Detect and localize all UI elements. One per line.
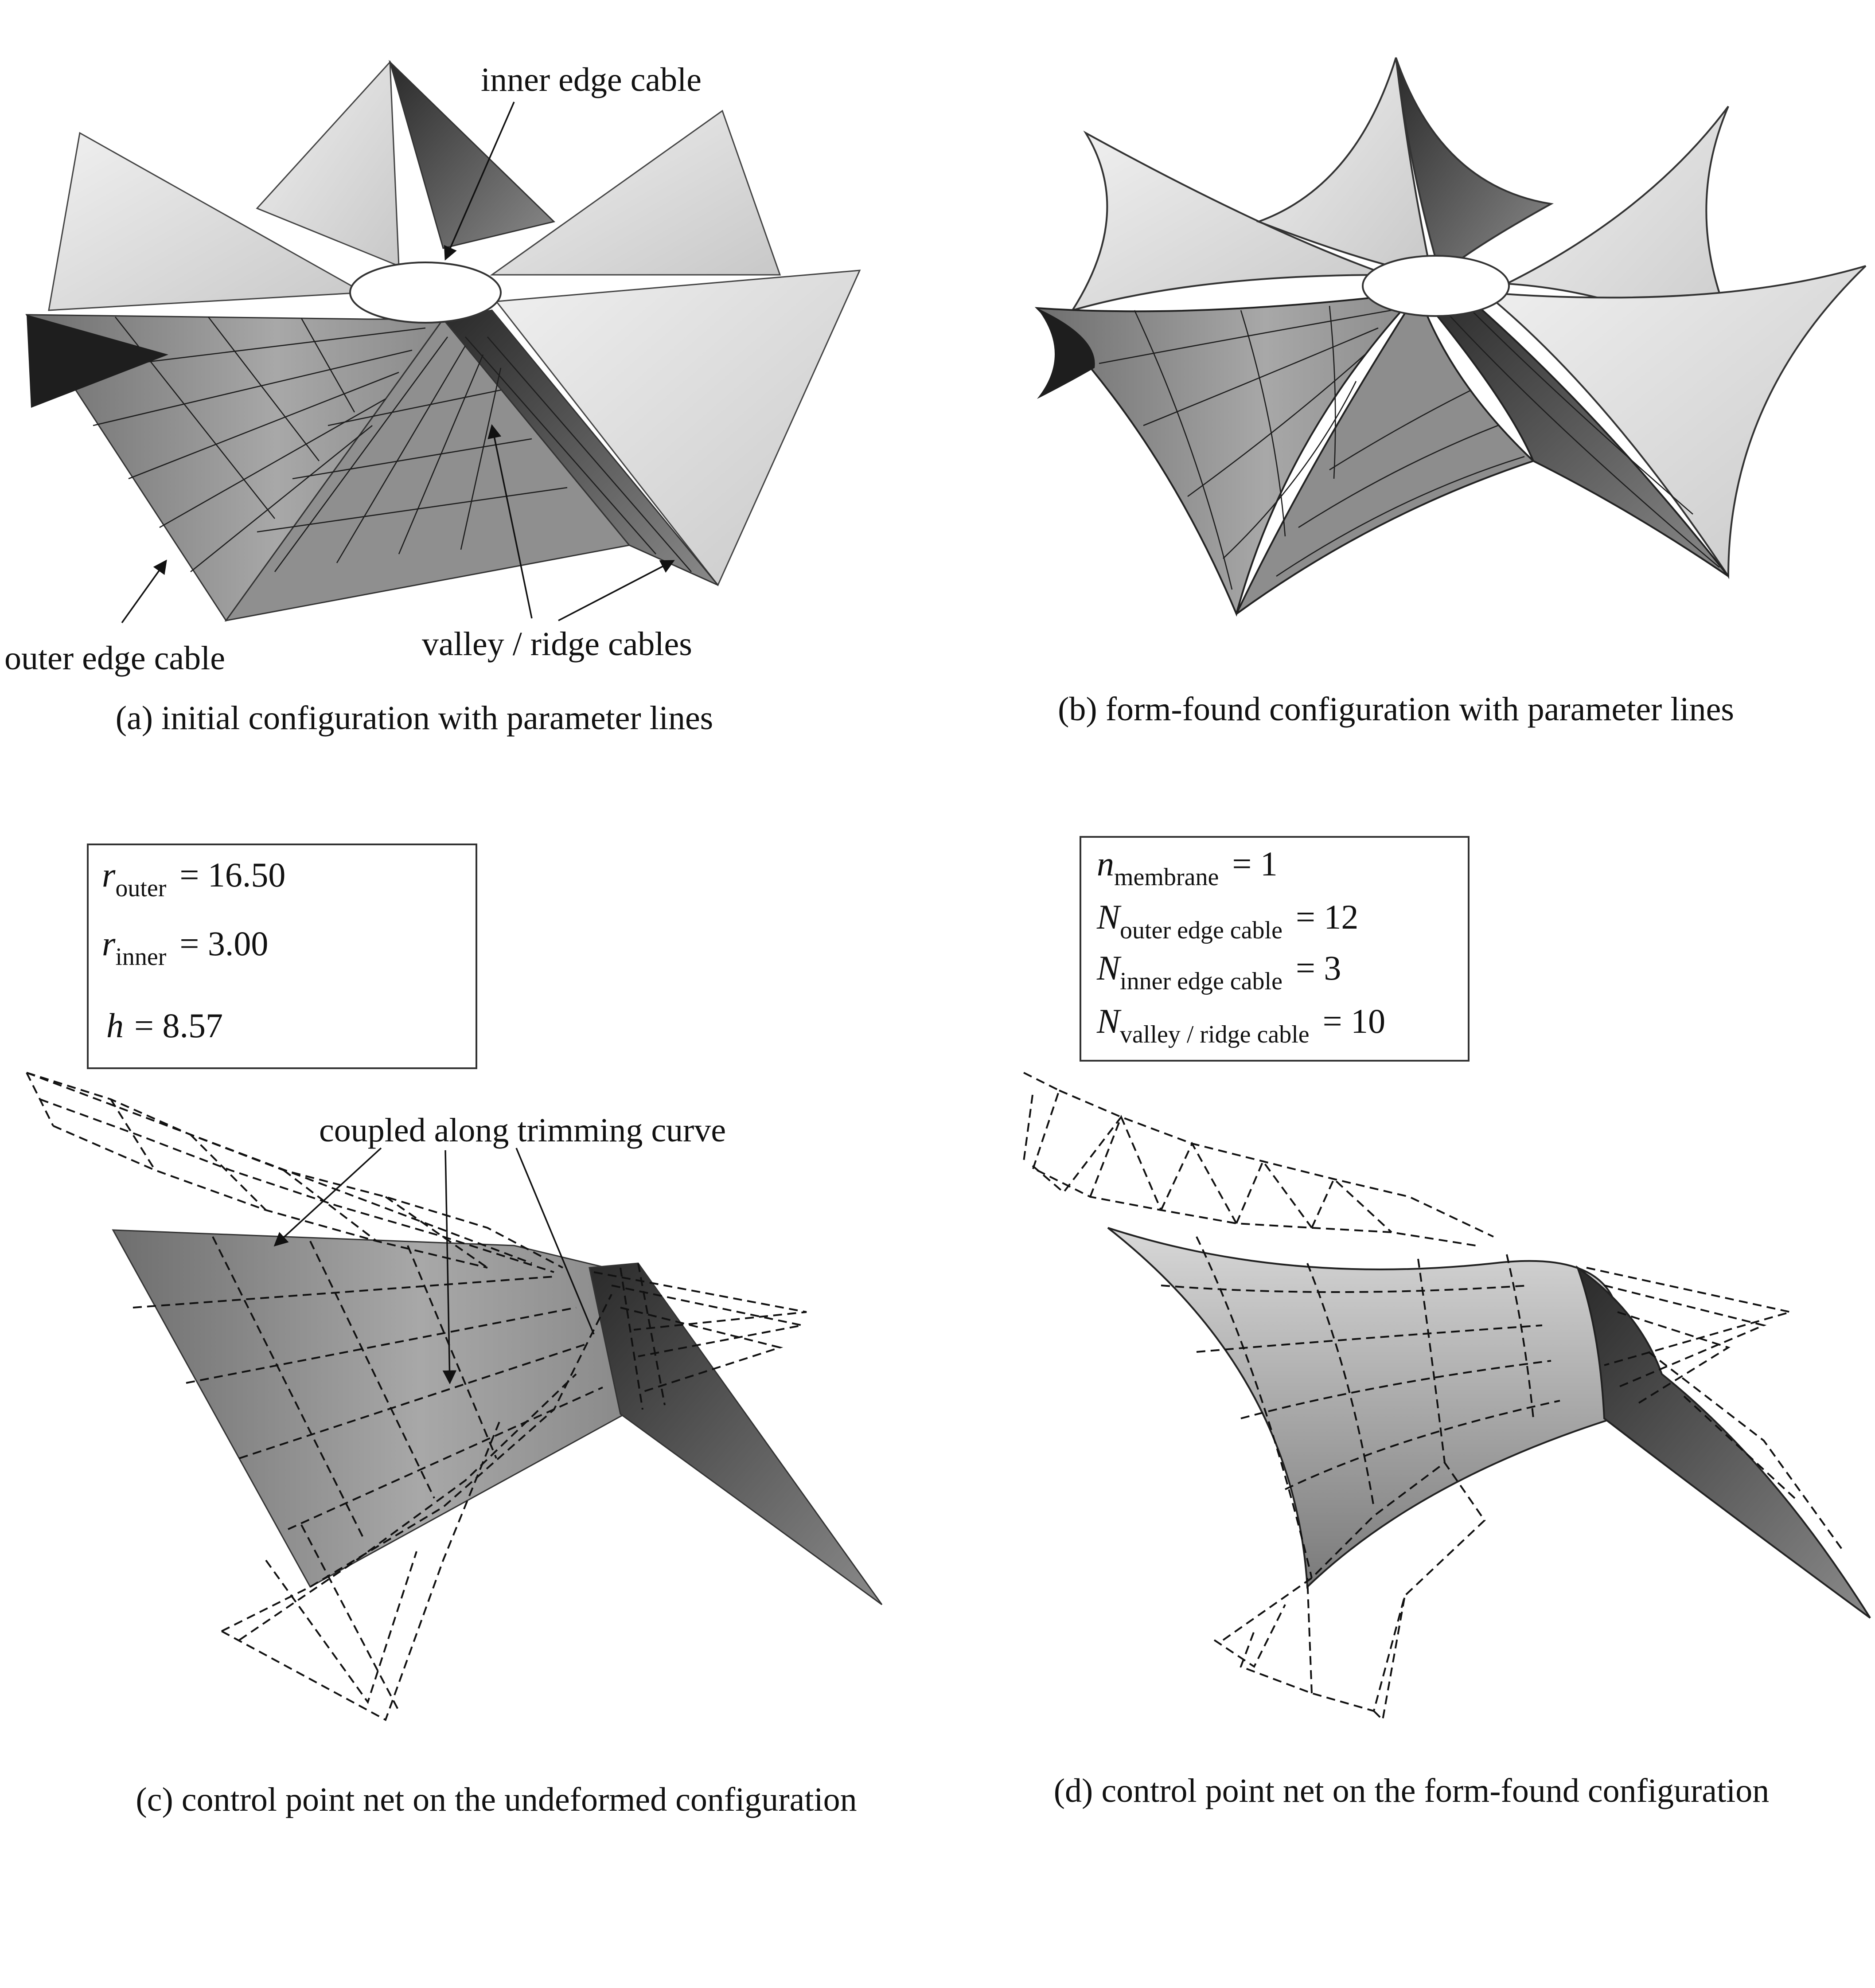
- svg-text:router= 16.50: $r_{outer} = 16.50$: [102, 855, 286, 902]
- svg-text:rinner= 3.00: $r_{inner} = 3.00$: [102, 924, 269, 971]
- panel-c: [27, 844, 882, 1818]
- caption-a: (a) initial configuration with parameter lines: [115, 699, 713, 737]
- label-outer-edge-cable: outer edge cable: [4, 640, 225, 677]
- caption-c: (c) control point net on the undeformed configuration: [136, 1781, 857, 1818]
- svg-text:Ninner edge cable= 3: $N_{inner edge cable} = 3$: [1097, 949, 1341, 995]
- arrow-outer-edge-cable: [122, 561, 166, 623]
- arrow-coupled-1: [275, 1148, 381, 1246]
- membrane-undeformed-c: [113, 1230, 882, 1605]
- panel-d: [1024, 837, 1870, 1809]
- svg-text:h= 8.57: h = 8.57: [106, 1006, 223, 1045]
- arrow-ridge-cable: [558, 561, 674, 621]
- label-inner-edge-cable: inner edge cable: [481, 61, 702, 98]
- caption-b: (b) form-found configuration with parameter lines: [1058, 691, 1734, 728]
- svg-text:Nouter edge cable= 12: $N_{outer edge cable} = 12$: [1097, 898, 1359, 944]
- panel-a: [4, 61, 860, 737]
- caption-d: (d) control point net on the form-found configuration: [1053, 1772, 1770, 1809]
- svg-text:Nvalley / ridge cable= 10: $N_{valley / ridge cable} = 10$: [1097, 1002, 1386, 1048]
- membrane-initial: [27, 62, 860, 621]
- panel-b: [1037, 58, 1866, 728]
- inner-ring-a: [350, 262, 501, 323]
- label-coupled-trimming: coupled along trimming curve: [319, 1112, 726, 1149]
- membrane-form-found: [1037, 58, 1866, 614]
- label-valley-ridge-cables: valley / ridge cables: [422, 625, 692, 663]
- membrane-form-found-d: [1108, 1228, 1870, 1618]
- svg-text:nmembrane= 1: $n_{membrane} = 1$: [1097, 844, 1278, 891]
- inner-ring-b: [1363, 256, 1509, 316]
